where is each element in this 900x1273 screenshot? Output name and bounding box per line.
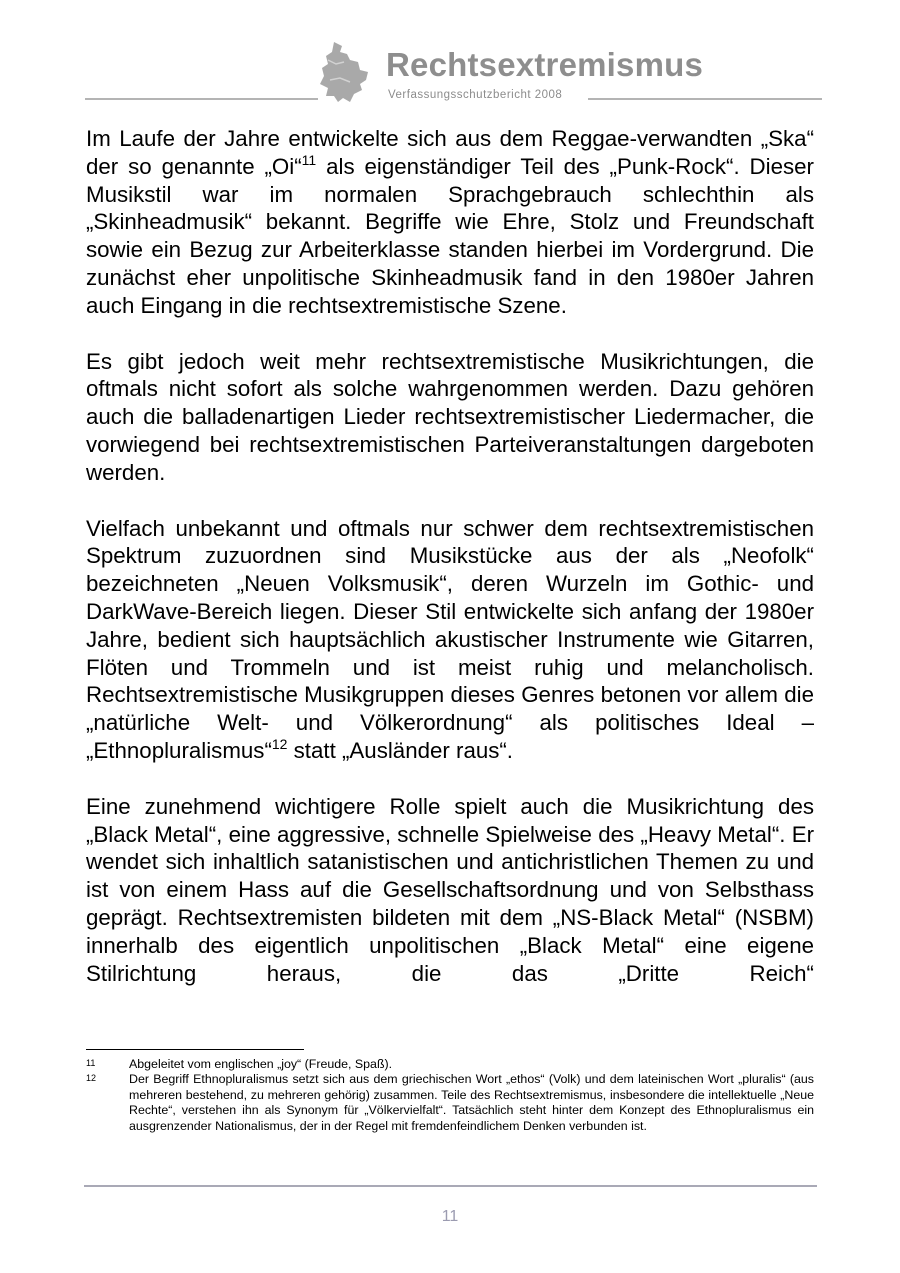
footer-rule [84, 1185, 817, 1187]
footnote-text: Abgeleitet vom englischen „joy“ (Freude, Spaß). [129, 1057, 393, 1071]
footnote-12 [86, 1072, 814, 1134]
footnote-ref-11: 11 [301, 151, 317, 168]
header-rule-left [85, 98, 318, 100]
footnote-number: 12 [86, 1073, 97, 1084]
paragraph-1-text-b: als eigenständiger Teil des „Punk-Rock“. Dieser Musikstil war im normalen Sprachgebrauch schlechthin als „Skinheadmusik“ bekannt. Begriffe wie Ehre, Stolz und Freundschaft sowie ein Bezug zur Arbeiterklasse standen hierbei im Vordergrund. Die zunächst eher unpolitische Skinheadmusik fand in den 1980er Jahren auch Eingang in die rechtsextremistische Szene. [86, 153, 814, 318]
main-text [86, 125, 814, 987]
paragraph-2: Es gibt jedoch weit mehr rechtsextremistische Musikrichtungen, die oftmals nicht sofort als solche wahrgenommen werden. Dazu gehören auch die balladenartigen Lieder rechtsextremistischer Liedermacher, die vorwiegend bei rechtsextremistischen Parteiveranstaltungen dargeboten werden. [86, 348, 814, 485]
paragraph-1-text-a: Im Laufe der Jahre entwickelte sich aus dem Reggae-verwandten „Ska“ der so genannte „Oi“ [86, 126, 814, 179]
footnote-number: 11 [86, 1058, 96, 1068]
paragraph-3 [86, 515, 814, 765]
footnote-separator [86, 1049, 304, 1050]
footnotes [86, 1057, 814, 1134]
paragraph-1 [86, 125, 814, 320]
paragraph-3-text-b: statt „Ausländer raus“. [287, 737, 514, 763]
page-number: 11 [441, 1208, 459, 1225]
header-subtitle: Verfassungsschutzbericht 2008 [388, 89, 563, 101]
footnote-ref-12: 12 [271, 735, 288, 752]
footnote-11 [86, 1057, 814, 1072]
paragraph-4: Eine zunehmend wichtigere Rolle spielt auch die Musikrichtung des „Black Metal“, eine aggressive, schnelle Spielweise des „Heavy Metal“. Er wendet sich inhaltlich satanistischen und antichristlichen Themen zu und ist von einem Hass auf die Gesellschaftsordnung und von Selbsthass geprägt. Rechtsextremisten bildeten mit dem „NS-Black Metal“ (NSBM) innerhalb des eigentlich unpolitischen „Black Metal“ eine eigene Stilrichtung heraus, die das „Dritte Reich“ [86, 793, 814, 986]
header-title: Rechtsextremismus [386, 46, 704, 83]
footnote-text: Der Begriff Ethnopluralismus setzt sich aus dem griechischen Wort „ethos“ (Volk) und dem lateinischen Wort „pluralis“ (aus mehreren bestehend, zu mehreren gehörig) zusammen. Teile des Rechtsextremismus, insbesondere die intellektuelle „Neue Rechte“, verstehen ihn als Synonym für „Völkervielfalt“. Tatsächlich steht hinter dem Konzept des Ethnopluralismus ein ausgrenzender Nationalismus, der in der Regel mit fremdenfeindlichem Denken verbunden ist. [129, 1072, 814, 1133]
page-header [0, 0, 900, 110]
paragraph-3-text-a: Vielfach unbekannt und oftmals nur schwer dem rechtsextremistischen Spektrum zuzuordnen sind Musikstücke aus der als „Neofolk“ bezeichneten „Neuen Volksmusik“, deren Wurzeln im Gothic- und DarkWave-Bereich liegen. Dieser Stil entwickelte sich anfang der 1980er Jahre, bedient sich hauptsächlich akustischer Instrumente wie Gitarren, Flöten und Trommeln und ist meist ruhig und melancholisch. Rechtsextremistische Musikgruppen dieses Genres betonen vor allem die „natürliche Welt- und Völkerordnung“ als politisches Ideal – „Ethnopluralismus“ [86, 515, 814, 763]
saxony-anhalt-map-icon [316, 40, 374, 104]
header-rule-right [588, 98, 822, 100]
